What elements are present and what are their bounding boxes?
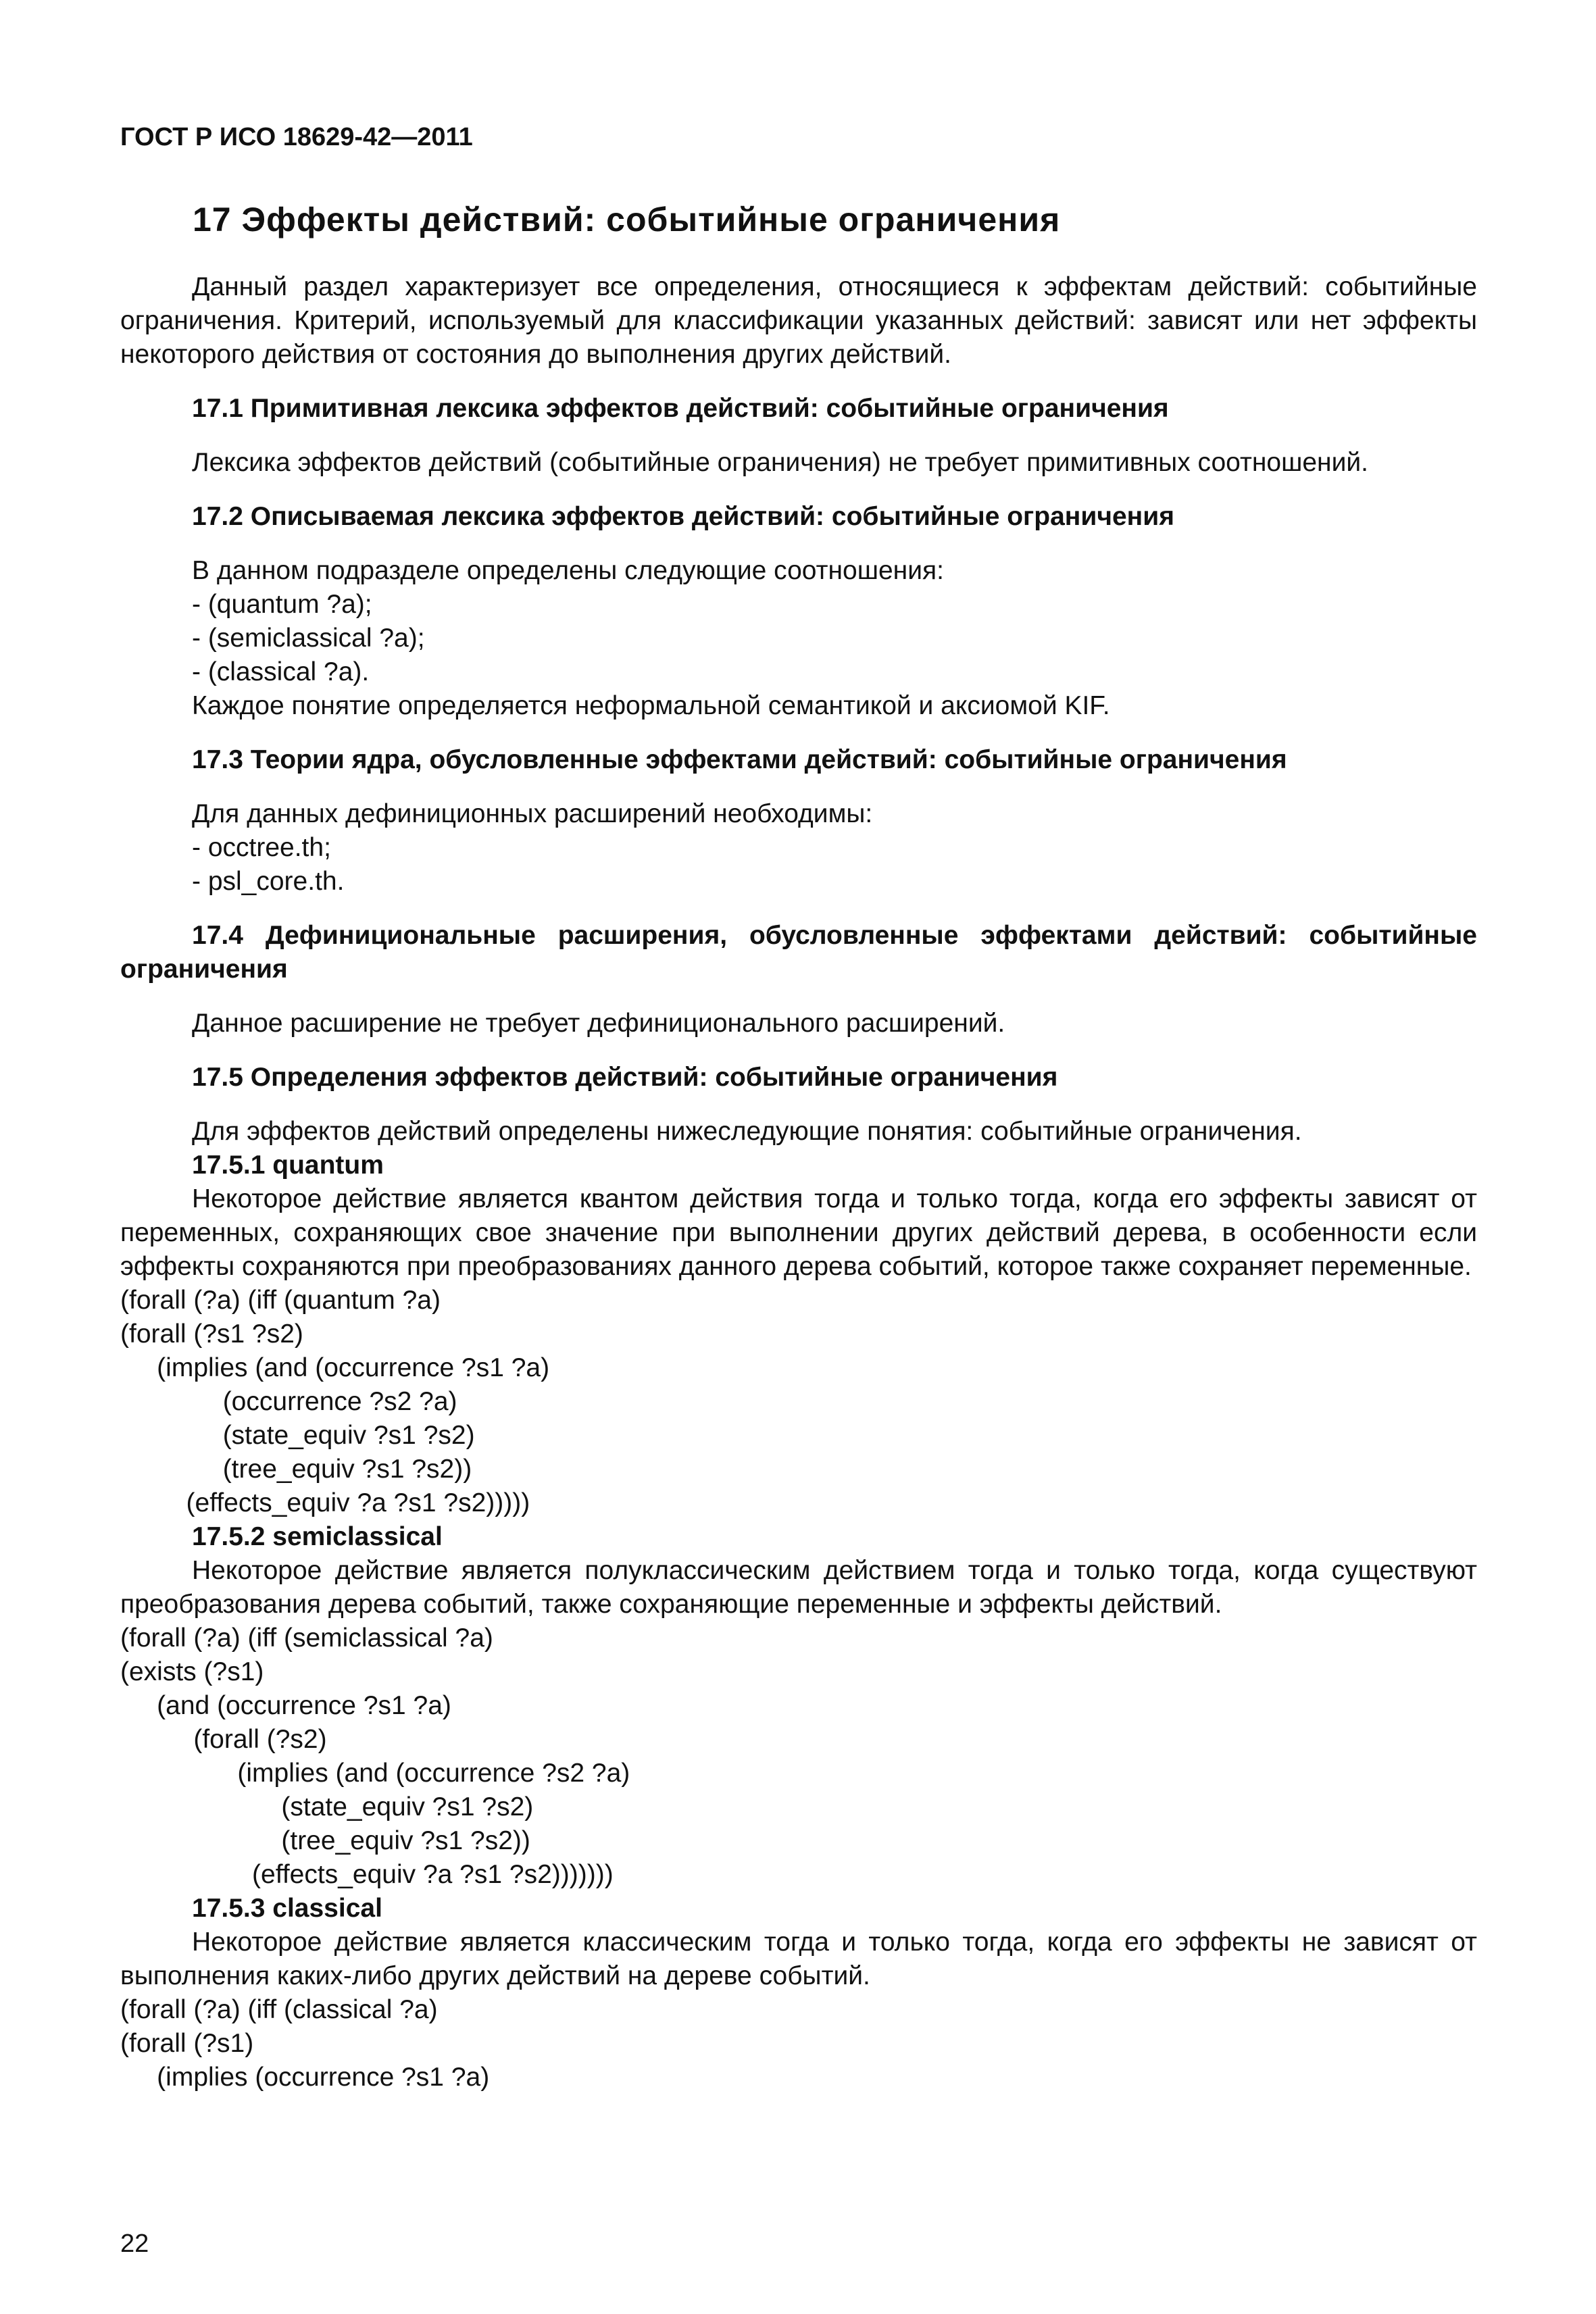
code-line: (tree_equiv ?s1 ?s2)) xyxy=(120,1826,530,1855)
list-line: - psl_core.th. xyxy=(192,867,345,896)
subsection-17-4-heading: 17.4 Дефинициональные расширения, обусловленные эффектами действий: событийные ограничения xyxy=(120,921,1477,984)
code-line: (forall (?s1 ?s2) xyxy=(120,1319,303,1349)
subsection-17-5-heading: 17.5 Определения эффектов действий: событийные ограничения xyxy=(192,1063,1058,1092)
code-line: (effects_equiv ?a ?s1 ?s2))))) xyxy=(120,1488,530,1517)
code-line: (exists (?s1) xyxy=(120,1657,264,1686)
list-line: - (semiclassical ?a); xyxy=(192,624,425,653)
code-line: (implies (and (occurrence ?s1 ?a) xyxy=(120,1353,550,1382)
quantum-text: Некоторое действие является квантом действия тогда и только тогда, когда его эффекты зависят от переменных, сохраняющих свое значение при выполнении других действий дерева, в особенности если эффекты сохраняются при преобразованиях данного дерева событий, которое также сохраняет переменные. xyxy=(120,1184,1477,1281)
subsection-17-5-text: Для эффектов действий определены нижеследующие понятия: событийные ограничения. xyxy=(192,1117,1302,1146)
code-line: (forall (?a) (iff (semiclassical ?a) xyxy=(120,1624,493,1653)
semiclassical-text: Некоторое действие является полуклассическим действием тогда и только тогда, когда существуют преобразования дерева событий, также сохраняющие переменные и эффекты действий. xyxy=(120,1556,1477,1619)
code-line: (and (occurrence ?s1 ?a) xyxy=(120,1691,451,1720)
subsection-17-2-heading: 17.2 Описываемая лексика эффектов действий: событийные ограничения xyxy=(192,502,1174,531)
code-line: (state_equiv ?s1 ?s2) xyxy=(120,1792,534,1821)
code-line: (forall (?a) (iff (quantum ?a) xyxy=(120,1286,441,1315)
quantum-heading: 17.5.1 quantum xyxy=(192,1151,384,1180)
code-line: (effects_equiv ?a ?s1 ?s2))))))) xyxy=(120,1860,614,1889)
classical-heading: 17.5.3 classical xyxy=(192,1894,382,1923)
classical-text: Некоторое действие является классическим тогда и только тогда, когда его эффекты не зависят от выполнения каких-либо других действий на дереве событий. xyxy=(120,1928,1477,1990)
subsection-17-4-text: Данное расширение не требует дефиниционального расширений. xyxy=(192,1009,1005,1038)
code-line: (state_equiv ?s1 ?s2) xyxy=(120,1421,475,1450)
section-title: 17 Эффекты действий: событийные ограничения xyxy=(193,201,1061,238)
code-line: (forall (?s2) xyxy=(120,1725,327,1754)
document-number: ГОСТ Р ИСО 18629-42—2011 xyxy=(120,123,473,151)
code-line: (occurrence ?s2 ?a) xyxy=(120,1387,457,1416)
list-line: Каждое понятие определяется неформальной семантикой и аксиомой KIF. xyxy=(192,691,1110,720)
subsection-17-3-heading: 17.3 Теории ядра, обусловленные эффектами действий: событийные ограничения xyxy=(192,745,1287,774)
list-line: Для данных дефиниционных расширений необходимы: xyxy=(192,799,873,828)
code-line: (forall (?a) (iff (classical ?a) xyxy=(120,1995,438,2024)
intro-paragraph: Данный раздел характеризует все определения, относящиеся к эффектам действий: событийные ограничения. Критерий, используемый для классификации указанных действий: зависят или нет эффекты некоторого действия от состояния до выполнения других действий. xyxy=(120,272,1477,369)
semiclassical-heading: 17.5.2 semiclassical xyxy=(192,1522,443,1551)
list-line: - (quantum ?a); xyxy=(192,590,372,619)
list-line: - occtree.th; xyxy=(192,833,331,862)
code-line: (tree_equiv ?s1 ?s2)) xyxy=(120,1455,472,1484)
code-line: (implies (and (occurrence ?s2 ?a) xyxy=(120,1759,630,1788)
list-line: В данном подразделе определены следующие соотношения: xyxy=(192,556,944,585)
subsection-17-1-heading: 17.1 Примитивная лексика эффектов действий: событийные ограничения xyxy=(192,394,1169,423)
list-line: - (classical ?a). xyxy=(192,657,370,686)
page-number: 22 xyxy=(120,2230,149,2258)
code-line: (forall (?s1) xyxy=(120,2029,254,2058)
subsection-17-1-text: Лексика эффектов действий (событийные ограничения) не требует примитивных соотношений. xyxy=(192,448,1369,477)
page-content xyxy=(120,270,1477,2094)
code-line: (implies (occurrence ?s1 ?a) xyxy=(120,2063,490,2092)
